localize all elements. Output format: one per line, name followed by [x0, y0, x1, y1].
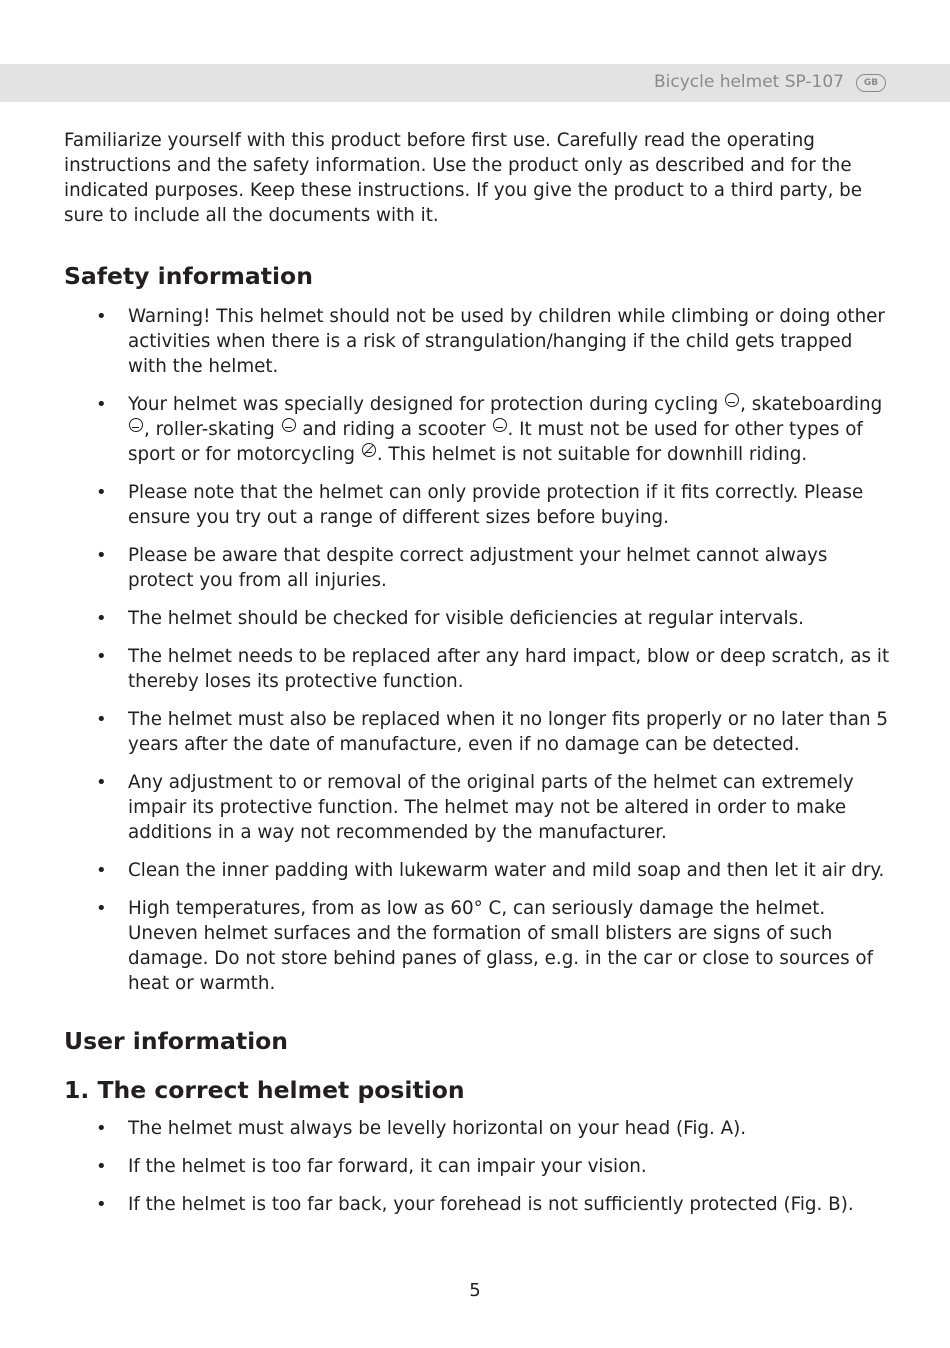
helmet-position-heading: 1. The correct helmet position — [64, 1076, 465, 1104]
list-item — [64, 1116, 890, 1141]
list-item — [64, 543, 890, 593]
list-item-text: Please be aware that despite correct adjustment your helmet cannot always protect you from all injuries. — [128, 545, 828, 591]
bullet-icon: • — [96, 394, 107, 415]
bullet-icon: • — [96, 608, 107, 629]
list-item-text: The helmet must also be replaced when it no longer fits properly or no later than 5 years after the date of manufacture, even if no damage can be detected. — [128, 709, 889, 755]
bullet-icon: • — [96, 1156, 107, 1177]
list-item — [64, 1154, 890, 1179]
bullet-icon: • — [96, 1194, 107, 1215]
motorcycling-prohibited-icon — [362, 443, 376, 457]
list-item — [64, 480, 890, 530]
list-item-text: The helmet must always be levelly horizontal on your head (Fig. A). — [128, 1118, 747, 1139]
bullet-icon: • — [96, 709, 107, 730]
list-item — [64, 304, 890, 379]
page-number: 5 — [469, 1280, 481, 1301]
list-item-text: High temperatures, from as low as 60° C, can seriously damage the helmet. Uneven helmet surfaces and the formation of small blisters are signs of such damage. Do not store behind panes of glass, e.g. in the car or close to sources of heat or warmth. — [128, 898, 874, 994]
list-item — [64, 770, 890, 845]
intro-paragraph: Familiarize yourself with this product before first use. Carefully read the operating instructions and the safety information. Use the product only as described and for the indicated purposes. Keep these instructions. If you give the product to a third party, be sure to include all the documents with it. — [64, 130, 863, 226]
list-item-text: Any adjustment to or removal of the original parts of the helmet can extremely impair its protective function. The helmet may not be altered in order to make additions in a way not recommended by the manufacturer. — [128, 772, 854, 843]
bullet-icon: • — [96, 772, 107, 793]
list-item-text: The helmet should be checked for visible deficiencies at regular intervals. — [128, 608, 804, 629]
list-item — [64, 858, 890, 883]
header-band — [0, 64, 950, 102]
list-item — [64, 896, 890, 996]
position-list — [64, 1116, 890, 1217]
skateboarding-icon — [129, 418, 143, 432]
page-content — [64, 128, 890, 1230]
list-item — [64, 1192, 890, 1217]
safety-list — [64, 304, 890, 996]
list-item — [64, 606, 890, 631]
bullet-icon: • — [96, 898, 107, 919]
list-item — [64, 644, 890, 694]
bullet-icon: • — [96, 306, 107, 327]
bullet-icon: • — [96, 646, 107, 667]
list-item: • Your helmet was specially designed for protection during cycling , skateboarding , roller-skating and riding a scooter . It must not be used for other types of sport or for motorcycling . This helmet is not suitable for downhill riding. — [96, 394, 883, 465]
bullet-icon: • — [96, 545, 107, 566]
list-item-text: Clean the inner padding with lukewarm water and mild soap and then let it air dry. — [128, 860, 885, 881]
list-item-text: If the helmet is too far forward, it can impair your vision. — [128, 1156, 647, 1177]
list-item — [64, 707, 890, 757]
safety-heading: Safety information — [64, 262, 313, 290]
bullet-icon: • — [96, 482, 107, 503]
scooter-icon — [493, 418, 507, 432]
list-item-text: Please note that the helmet can only provide protection if it fits correctly. Please ensure you try out a range of different sizes before buying. — [128, 482, 864, 528]
list-item-text: The helmet needs to be replaced after any hard impact, blow or deep scratch, as it thereby loses its protective function. — [128, 646, 890, 692]
list-item-text: If the helmet is too far back, your forehead is not sufficiently protected (Fig. B). — [128, 1194, 854, 1215]
bullet-icon: • — [96, 1118, 107, 1139]
cycling-icon — [725, 393, 739, 407]
document-title: Bicycle helmet SP-107 — [653, 72, 844, 92]
list-item-text: Warning! This helmet should not be used by children while climbing or doing other activities when there is a risk of strangulation/hanging if the child gets trapped with the helmet. — [128, 306, 885, 377]
bullet-icon: • — [96, 860, 107, 881]
roller-skating-icon — [282, 418, 296, 432]
language-badge: GB — [856, 74, 886, 92]
user-information-heading: User information — [64, 1027, 289, 1055]
